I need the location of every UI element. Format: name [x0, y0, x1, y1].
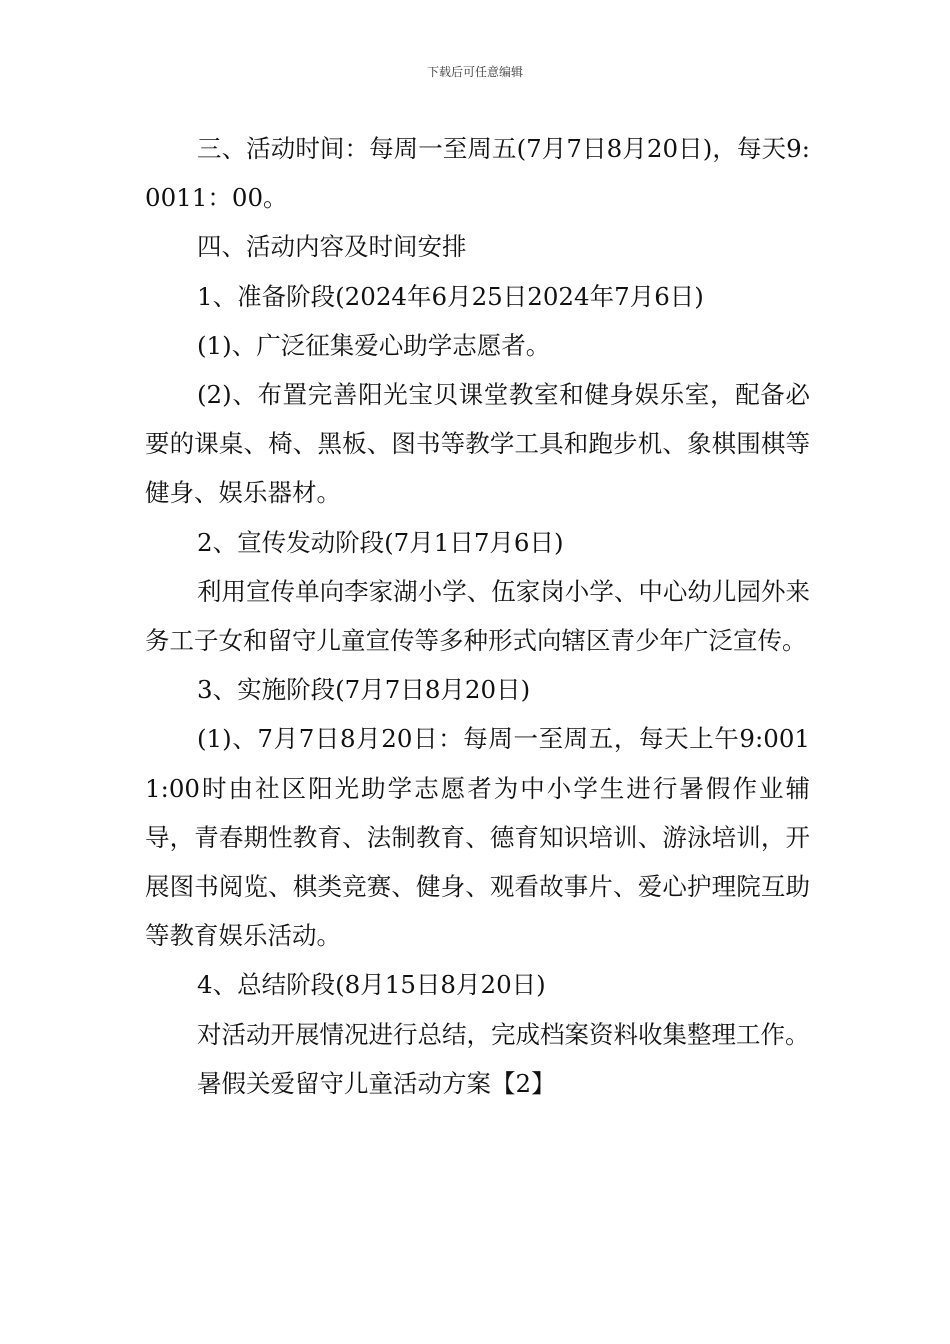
- paragraph-publicity: 利用宣传单向李家湖小学、伍家岗小学、中心幼儿园外来务工子女和留守儿童宣传等多种形式向辖区青少年广泛宣传。: [145, 576, 810, 656]
- paragraph-summary: 对活动开展情况进行总结，完成档案资料收集整理工作。: [197, 1019, 810, 1049]
- heading-summary-stage: 4、总结阶段(8月15日8月20日): [197, 970, 546, 1000]
- page-header-note: 下载后可任意编辑: [426, 65, 523, 79]
- paragraph-recruit-volunteers: (1)、广泛征集爱心助学志愿者。: [197, 330, 551, 360]
- heading-preparation-stage: 1、准备阶段(2024年6月25日2024年7月6日): [197, 281, 704, 311]
- heading-activity-content: 四、活动内容及时间安排: [197, 232, 467, 262]
- heading-publicity-stage: 2、宣传发动阶段(7月1日7月6日): [197, 527, 564, 557]
- paragraph-activity-time: 三、活动时间：每周一至周五(7月7日8月20日)，每天9:0011：00。: [145, 134, 810, 213]
- paragraph-setup-classrooms: (2)、布置完善阳光宝贝课堂教室和健身娱乐室，配备必要的课桌、椅、黑板、图书等教学工具和跑步机、象棋围棋等健身、娱乐器材。: [145, 380, 810, 508]
- heading-implementation-stage: 3、实施阶段(7月7日8月20日): [197, 675, 531, 705]
- paragraph-implementation: (1)、7月7日8月20日：每周一至周五，每天上午9:0011:00时由社区阳光助学志愿者为中小学生进行暑假作业辅导，青春期性教育、法制教育、德育知识培训、游泳培训，开展图书阅览、棋类竞赛、健身、观看故事片、爱心护理院互助等教育娱乐活动。: [145, 724, 810, 951]
- section-title-plan-2: 暑假关爱留守儿童活动方案【2】: [197, 1068, 556, 1098]
- document-body: [145, 124, 810, 1108]
